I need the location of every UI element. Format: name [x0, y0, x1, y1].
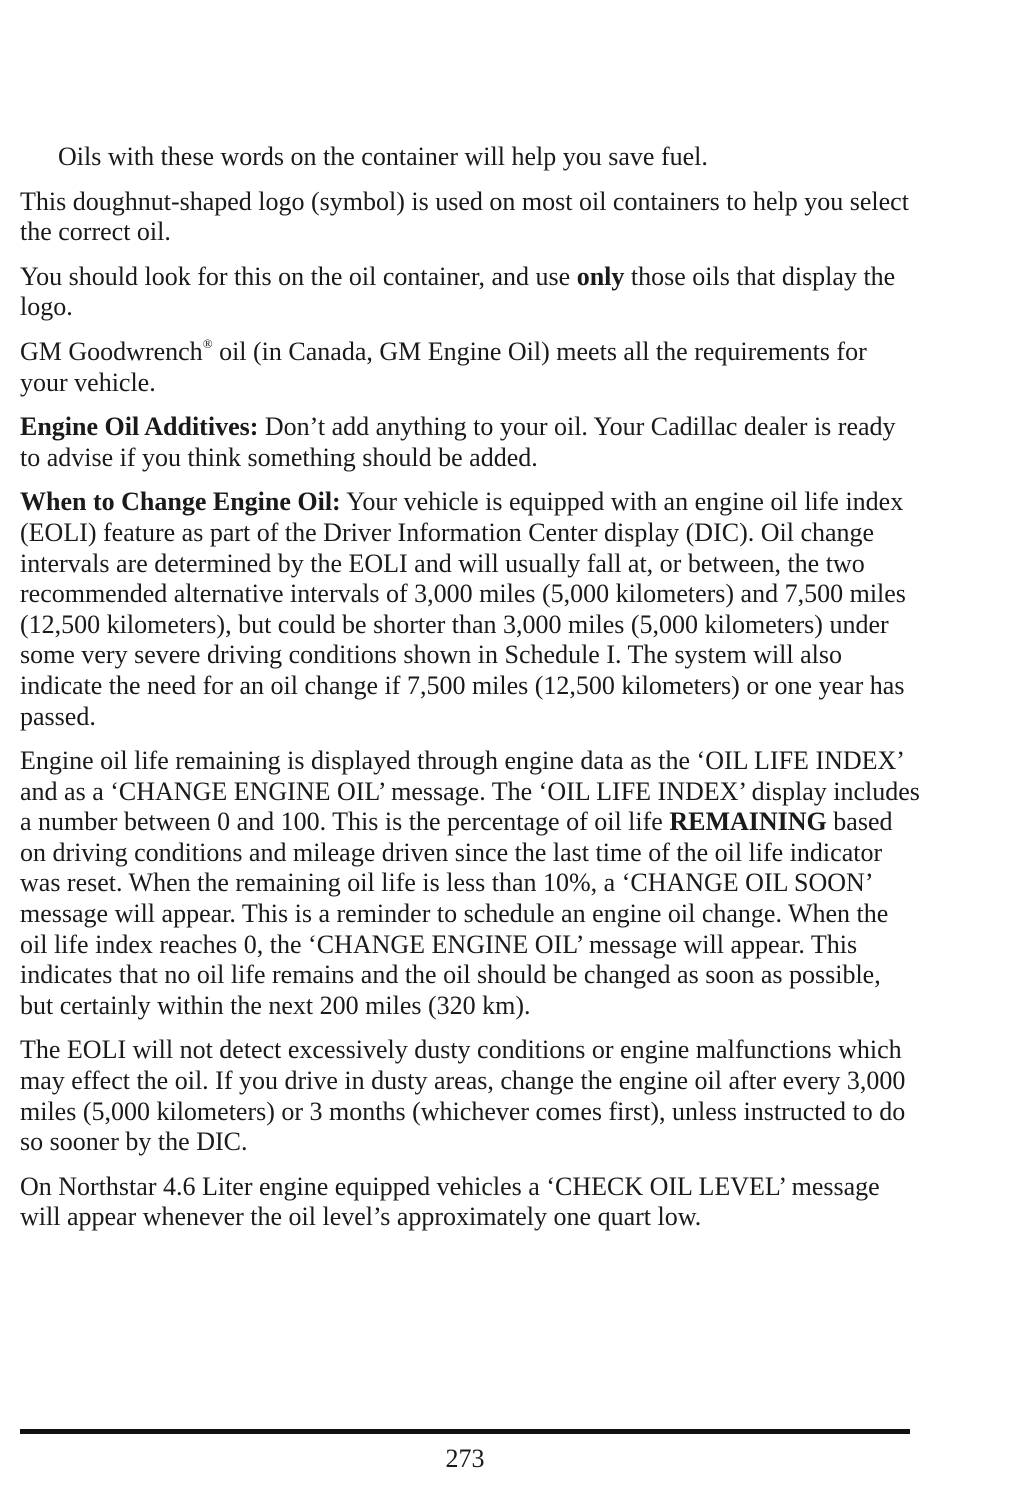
additives-section	[20, 412, 920, 473]
change-oil-text: Your vehicle is equipped with an engine oil life index (EOLI) feature as part of the Driver Information Center display (DIC). Oil change intervals are determined by the EOLI and will usually fall at, or between, the two recommended alternative intervals of 3,000 miles (5,000 kilometers) and 7,500 miles (12,500 kilometers), but could be shorter than 3,000 miles (5,000 kilometers) under some very severe driving conditions shown in Schedule I. The system will also indicate the need for an oil change if 7,500 miles (12,500 kilometers) or one year has passed.	[20, 487, 906, 731]
logo-instruction	[20, 262, 920, 323]
page-body	[20, 142, 920, 1247]
oil-life-text-start: Engine oil life remaining is displayed through engine data as the ‘OIL LIFE INDEX’ and as a ‘CHANGE ENGINE OIL’ message. The ‘OIL LIFE INDEX’ display includes a number between 0 and 100. This is the percentage of oil life	[20, 746, 920, 837]
registered-mark: ®	[202, 335, 213, 351]
logo-instruction-start: You should look for this on the oil container, and use	[20, 261, 577, 291]
change-oil-section	[20, 487, 920, 732]
emphasis-only: only	[576, 261, 625, 291]
goodwrench-text: oil (in Canada, GM Engine Oil) meets all the requirements for your vehicle.	[20, 336, 867, 397]
logo-instruction-end: those oils that display the logo.	[20, 261, 896, 322]
emphasis-remaining: REMAINING	[669, 807, 827, 837]
logo-description: This doughnut-shaped logo (symbol) is used on most oil containers to help you select the correct oil.	[20, 186, 909, 247]
footer-rule	[20, 1429, 910, 1434]
page-number: 273	[445, 1444, 485, 1473]
oil-life-index-paragraph	[20, 746, 920, 1021]
northstar-paragraph: On Northstar 4.6 Liter engine equipped vehicles a ‘CHECK OIL LEVEL’ message will appear whenever the oil level’s approximately one quart low.	[20, 1171, 880, 1232]
change-oil-heading: When to Change Engine Oil:	[20, 487, 341, 517]
additives-text: Don’t add anything to your oil. Your Cadillac dealer is ready to advise if you think something should be added.	[20, 412, 896, 472]
oil-life-text-end: based on driving conditions and mileage driven since the last time of the oil life indicator was reset. When the remaining oil life is less than 10%, a ‘CHANGE OIL SOON’ message will appear. This is a reminder to schedule an engine oil change. When the oil life index reaches 0, the ‘CHANGE ENGINE OIL’ message will appear. This indicates that no oil life remains and the oil should be changed as soon as possible, but certainly within the next 200 miles (320 km).	[20, 807, 893, 1020]
additives-heading: Engine Oil Additives:	[20, 412, 259, 442]
fuel-saving-note: Oils with these words on the container will help you save fuel.	[58, 142, 708, 171]
dusty-conditions-paragraph: The EOLI will not detect excessively dusty conditions or engine malfunctions which may effect the oil. If you drive in dusty areas, change the engine oil after every 3,000 miles (5,000 kilometers) or 3 months (whichever comes first), unless instructed to do so sooner by the DIC.	[20, 1035, 906, 1157]
goodwrench-note	[20, 337, 920, 398]
goodwrench-brand: GM Goodwrench	[20, 336, 203, 366]
